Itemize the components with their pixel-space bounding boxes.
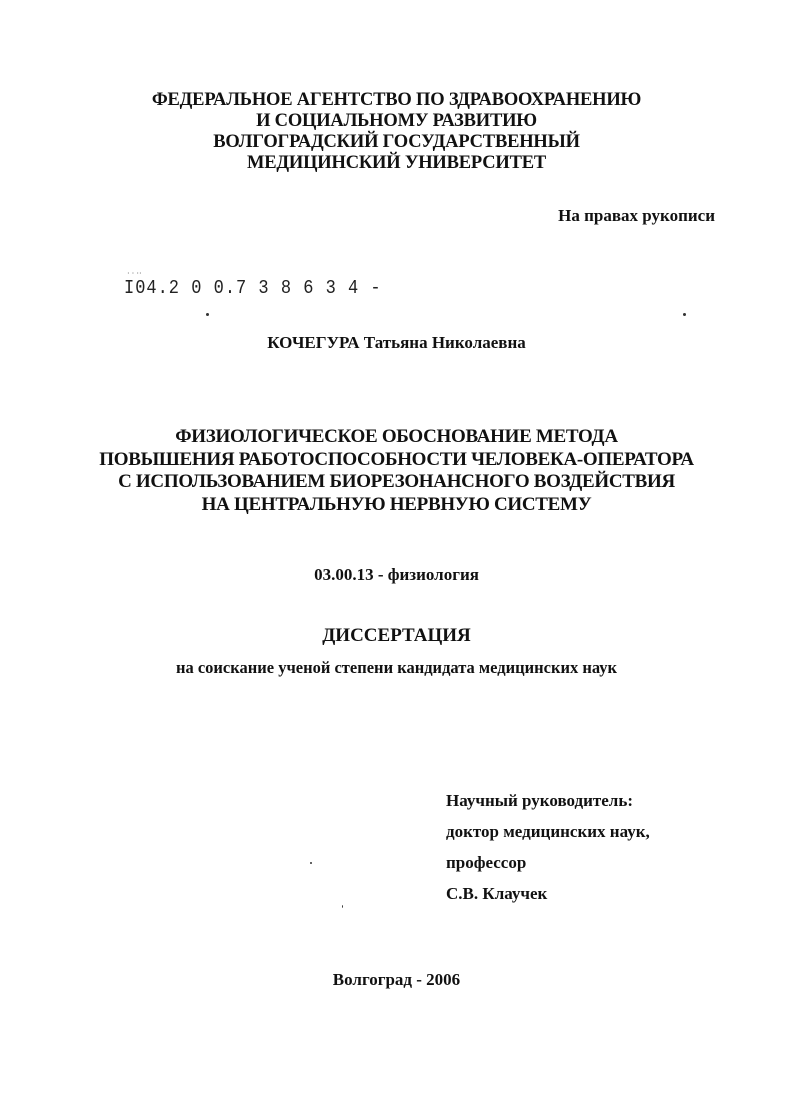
supervisor-block	[446, 785, 650, 909]
title-line-1: ФИЗИОЛОГИЧЕСКОЕ ОБОСНОВАНИЕ МЕТОДА	[175, 426, 618, 447]
scan-speck	[206, 313, 209, 316]
agency-header	[0, 90, 793, 174]
title-line-3: С ИСПОЛЬЗОВАНИЕМ БИОРЕЗОНАНСНОГО ВОЗДЕЙСТВИЯ	[118, 471, 675, 492]
supervisor-degree: доктор медицинских наук,	[446, 822, 650, 841]
specialty-code: 03.00.13 - физиология	[314, 565, 479, 584]
agency-line-2: И СОЦИАЛЬНОМУ РАЗВИТИЮ	[256, 111, 537, 131]
manuscript-note: На правах рукописи	[558, 206, 715, 225]
degree-line: на соискание ученой степени кандидата медицинских наук	[175, 658, 618, 677]
city-year: Волгоград - 2006	[332, 970, 461, 989]
title-line-2: ПОВЫШЕНИЯ РАБОТОСПОСОБНОСТИ ЧЕЛОВЕКА-ОПЕРАТОРА	[99, 448, 694, 470]
title-line-4: НА ЦЕНТРАЛЬНУЮ НЕРВНУЮ СИСТЕМУ	[201, 493, 592, 515]
supervisor-rank: профессор	[446, 853, 527, 872]
agency-line-3: ВОЛГОГРАДСКИЙ ГОСУДАРСТВЕННЫЙ	[213, 132, 580, 152]
stamp-dots-decoration: · · ··	[127, 269, 142, 278]
scan-speck	[310, 862, 312, 864]
scan-speck	[342, 905, 343, 908]
agency-line-1: ФЕДЕРАЛЬНОЕ АГЕНТСТВО ПО ЗДРАВООХРАНЕНИЮ	[151, 90, 642, 110]
scan-speck	[683, 313, 686, 316]
author-name: КОЧЕГУРА Татьяна Николаевна	[267, 333, 526, 352]
dissertation-title	[0, 426, 793, 516]
document-type: ДИССЕРТАЦИЯ	[322, 625, 471, 646]
supervisor-name: С.В. Клаучек	[446, 884, 548, 903]
agency-line-4: МЕДИЦИНСКИЙ УНИВЕРСИТЕТ	[247, 153, 546, 173]
archive-stamp-number: I04.2 0 0.7 3 8 6 3 4 -	[124, 278, 382, 300]
supervisor-role: Научный руководитель:	[446, 791, 633, 810]
